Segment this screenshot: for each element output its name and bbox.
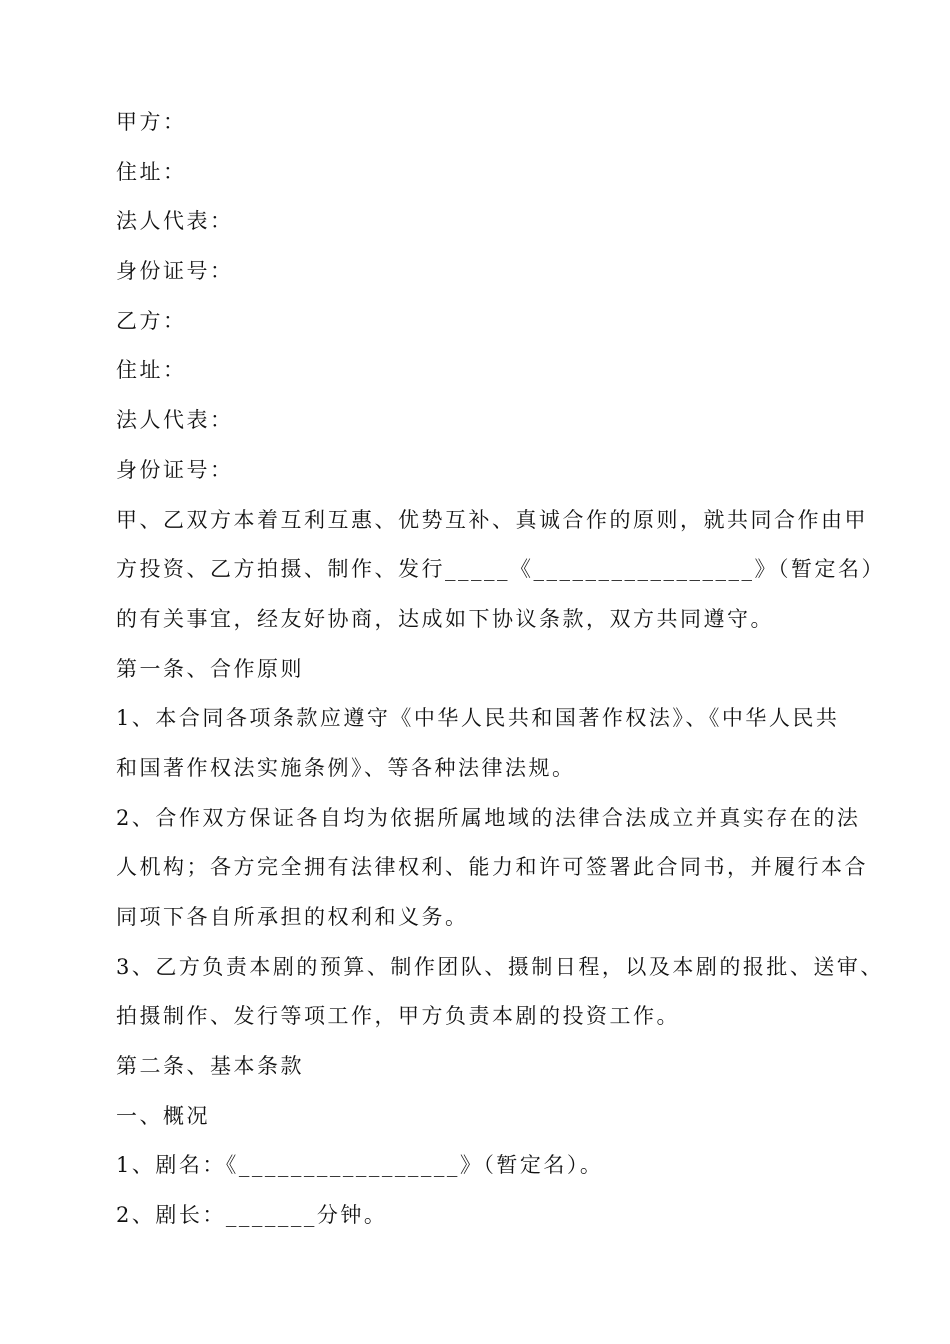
preamble-line: 甲、乙双方本着互利互惠、优势互补、真诚合作的原则，就共同合作由甲 xyxy=(116,507,868,532)
party-b-label: 乙方： xyxy=(116,308,187,333)
party-b-legal-rep-label: 法人代表： xyxy=(116,408,234,433)
clause-line: 1、剧名：《_________________》（暂定名）。 xyxy=(116,1153,604,1178)
clause-line: 拍摄制作、发行等项工作，甲方负责本剧的投资工作。 xyxy=(116,1004,680,1029)
party-a-legal-rep-label: 法人代表： xyxy=(116,209,234,234)
clause-line: 和国著作权法实施条例》、等各种法律法规。 xyxy=(116,755,576,780)
party-a-address-label: 住址： xyxy=(116,159,187,184)
clause-line: 同项下各自所承担的权利和义务。 xyxy=(116,905,469,929)
party-a-id-label: 身份证号： xyxy=(116,259,234,284)
article-2-heading: 第二条、基本条款 xyxy=(116,1054,304,1079)
preamble-line: 方投资、乙方拍摄、制作、发行_____《_________________》（暂定名） xyxy=(116,557,885,582)
party-b-address-label: 住址： xyxy=(116,358,187,383)
article-1-heading: 第一条、合作原则 xyxy=(116,656,304,681)
document-page xyxy=(116,98,885,1241)
clause-line: 2、合作双方保证各自均为依据所属地域的法律合法成立并真实存在的法 xyxy=(116,805,861,830)
party-b-id-label: 身份证号： xyxy=(116,457,234,482)
section-heading: 一、概况 xyxy=(116,1103,210,1128)
preamble-line: 的有关事宜，经友好协商，达成如下协议条款，双方共同遵守。 xyxy=(116,606,774,631)
clause-line: 2、剧长：_______分钟。 xyxy=(116,1203,388,1228)
clause-line: 人机构；各方完全拥有法律权利、能力和许可签署此合同书，并履行本合 xyxy=(116,855,868,880)
clause-line: 1、本合同各项条款应遵守《中华人民共和国著作权法》、《中华人民共 xyxy=(116,706,840,731)
clause-line: 3、乙方负责本剧的预算、制作团队、摄制日程，以及本剧的报批、送审、 xyxy=(116,954,884,979)
party-a-label: 甲方： xyxy=(116,110,187,134)
